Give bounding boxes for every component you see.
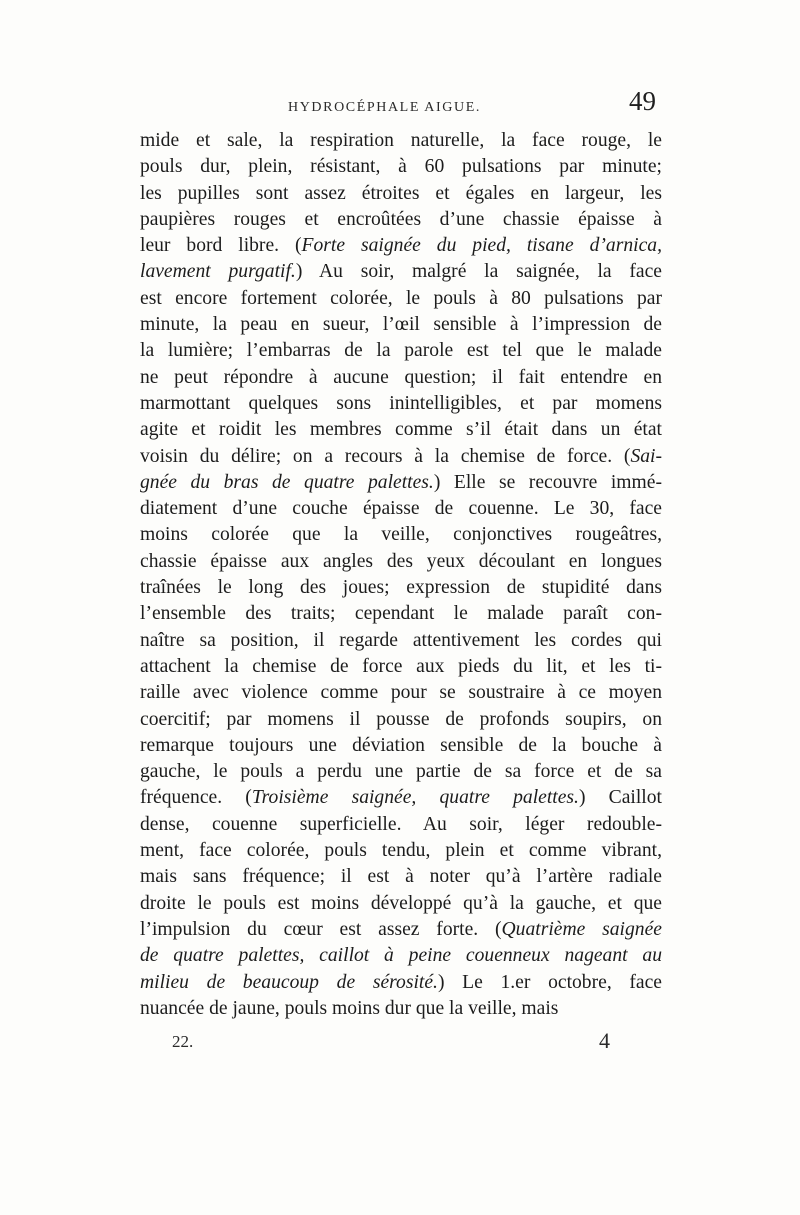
- italic-segment: milieu de beaucoup de sérosité.: [140, 971, 438, 993]
- text-line: [140, 312, 662, 338]
- text-line: [140, 891, 662, 917]
- italic-segment: lavement purgatif.: [140, 261, 296, 283]
- text-segment: ) Au soir, malgré la saignée, la face: [295, 261, 662, 283]
- text-line: [140, 759, 662, 785]
- text-line: [140, 417, 662, 443]
- text-line: [140, 654, 662, 680]
- text-segment: dense, couenne superficielle. Au soir, léger redouble-: [140, 813, 662, 835]
- text-line: [140, 575, 662, 601]
- text-segment: marmottant quelques sons inintelligibles, et par momens: [140, 392, 662, 414]
- text-segment: minute, la peau en sueur, l’œil sensible à l’impression de: [140, 314, 662, 336]
- text-line: [140, 470, 662, 496]
- body-text: [140, 128, 662, 1022]
- text-segment: attachent la chemise de force aux pieds du lit, et les ti-: [140, 655, 662, 677]
- text-segment: mais sans fréquence; il est à noter qu’à l’artère radiale: [140, 866, 662, 888]
- italic-segment: Forte saignée du pied, tisane d’arnica,: [301, 235, 662, 257]
- text-segment: paupières rouges et encroûtées d’une chassie épaisse à: [140, 208, 662, 230]
- page-footer: [140, 1030, 662, 1060]
- text-segment: les pupilles sont assez étroites et égales en largeur, les: [140, 182, 662, 204]
- text-segment: moins colorée que la veille, conjonctives rougeâtres,: [140, 524, 662, 546]
- text-line: [140, 286, 662, 312]
- text-line: [140, 391, 662, 417]
- text-segment: naître sa position, il regarde attentivement les cordes qui: [140, 629, 662, 651]
- text-line: [140, 601, 662, 627]
- text-line: [140, 628, 662, 654]
- italic-segment: gnée du bras de quatre palettes.: [140, 471, 434, 493]
- text-line: [140, 233, 662, 259]
- text-segment: ) Caillot: [578, 787, 662, 809]
- text-segment: ) Elle se recouvre immé-: [433, 471, 663, 493]
- text-line: [140, 549, 662, 575]
- italic-segment: Troisième saignée, quatre palettes.: [251, 787, 579, 809]
- page-header: [138, 86, 662, 126]
- text-line: [140, 733, 662, 759]
- text-segment: droite le pouls est moins développé qu’à la gauche, et que: [140, 892, 662, 914]
- text-segment: mide et sale, la respiration naturelle, la face rouge, le: [140, 130, 662, 151]
- text-line: [140, 496, 662, 522]
- text-segment: ) Le 1.er octobre, face: [437, 971, 663, 993]
- text-line: [140, 444, 662, 470]
- text-line: [140, 680, 662, 706]
- text-line: [140, 812, 662, 838]
- text-segment: nuancée de jaune, pouls moins dur que la veille, mais: [140, 997, 559, 1019]
- text-line: [140, 365, 662, 391]
- text-line: [140, 128, 662, 154]
- text-line: [140, 943, 662, 969]
- text-line: [140, 996, 662, 1022]
- italic-segment: Quatrième saignée: [501, 918, 662, 940]
- text-segment: la lumière; l’embarras de la parole est tel que le malade: [140, 340, 662, 362]
- text-segment: ne peut répondre à aucune question; il fait entendre en: [140, 366, 662, 388]
- text-line: [140, 338, 662, 364]
- text-segment: fréquence. (: [140, 787, 252, 809]
- italic-segment: de quatre palettes, caillot à peine couenneux nageant au: [140, 945, 662, 967]
- text-segment: gauche, le pouls a perdu une partie de sa force et de sa: [140, 761, 662, 783]
- text-segment: remarque toujours une déviation sensible de la bouche à: [140, 734, 662, 756]
- text-segment: leur bord libre. (: [140, 235, 302, 257]
- text-segment: est encore fortement colorée, le pouls à 80 pulsations par: [140, 287, 662, 309]
- text-segment: coercitif; par momens il pousse de profonds soupirs, on: [140, 708, 662, 730]
- text-line: [140, 785, 662, 811]
- text-line: [140, 154, 662, 180]
- text-segment: ment, face colorée, pouls tendu, plein et comme vibrant,: [140, 840, 662, 862]
- text-segment: l’ensemble des traits; cependant le malade paraît con-: [140, 603, 662, 625]
- running-title: HYDROCÉPHALE AIGUE.: [288, 100, 481, 115]
- text-line: [140, 707, 662, 733]
- text-line: [140, 207, 662, 233]
- text-segment: pouls dur, plein, résistant, à 60 pulsations par minute;: [140, 156, 662, 178]
- text-segment: raille avec violence comme pour se soustraire à ce moyen: [140, 682, 662, 704]
- signature-mark: 22.: [172, 1032, 194, 1051]
- text-line: [140, 970, 662, 996]
- text-segment: l’impulsion du cœur est assez forte. (: [140, 918, 502, 940]
- text-segment: voisin du délire; on a recours à la chemise de force. (: [140, 445, 631, 467]
- text-segment: agite et roidit les membres comme s’il était dans un état: [140, 419, 662, 441]
- text-line: [140, 522, 662, 548]
- page-number: 49: [629, 86, 656, 116]
- text-segment: diatement d’une couche épaisse de couenne. Le 30, face: [140, 498, 662, 520]
- italic-segment: Sai-: [630, 445, 662, 467]
- text-segment: traînées le long des joues; expression de stupidité dans: [140, 577, 662, 599]
- text-line: [140, 917, 662, 943]
- text-line: [140, 181, 662, 207]
- text-line: [140, 259, 662, 285]
- sheet-number: 4: [599, 1028, 610, 1053]
- text-segment: chassie épaisse aux angles des yeux découlant en longues: [140, 550, 662, 572]
- text-line: [140, 838, 662, 864]
- text-line: [140, 864, 662, 890]
